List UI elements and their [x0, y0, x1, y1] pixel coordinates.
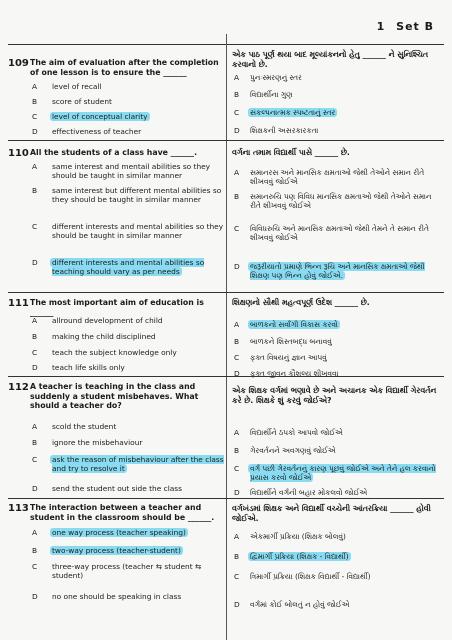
- option-text: allround development of child: [52, 316, 163, 325]
- page-header: [371, 20, 434, 33]
- option-label: B: [32, 332, 38, 341]
- option-label: C: [32, 455, 38, 464]
- option-text: one way process (teacher speaking): [52, 528, 186, 537]
- option-label: D: [32, 592, 38, 601]
- option-text: બાળકને શિસ્તબદ્ધ બનાવવું: [250, 337, 332, 346]
- option-text: teach the subject knowledge only: [52, 348, 177, 357]
- option-label: C: [234, 464, 240, 473]
- option-text: સમાનરુચિ પણ વિવિધ માનસિક ક્ષમતાઓ જેથી તેઓને સમાન રીતે શીખવવું જોઈએ: [250, 192, 432, 211]
- option-label: B: [234, 90, 240, 99]
- option-label: B: [32, 438, 38, 447]
- option-text: score of student: [52, 97, 112, 106]
- option-text: વિદ્યાર્થીને ઠપકો આપવો જોઈએ: [250, 428, 343, 437]
- option-text: different interests and mental abilities so teaching should vary as per needs: [52, 258, 205, 277]
- option-label: C: [32, 348, 38, 357]
- option-text: making the child disciplined: [52, 332, 156, 341]
- option-label: C: [32, 222, 38, 231]
- option-text: જરૂરીયાતો પ્રમાણે ભિન્ન રૂચિ અને માનસિક ક્ષમતાઓ જેથી શિક્ષણ પણ ભિન્ન હોવું જોઈએ.: [250, 262, 425, 281]
- option-label: A: [32, 82, 38, 91]
- option-label: D: [32, 127, 38, 136]
- option-label: B: [32, 97, 38, 106]
- question-text: A teacher is teaching in the class and suddenly a student misbehaves. What should a teacher do?: [30, 382, 199, 411]
- option-label: C: [234, 353, 240, 362]
- option-label: A: [234, 168, 240, 177]
- option-label: D: [234, 262, 240, 271]
- option-label: A: [32, 316, 38, 325]
- option-text: level of recall: [52, 82, 102, 91]
- option-text: વર્ગમાં કોઈ બોલતું ન હોવું જોઈએ: [250, 600, 350, 609]
- option-text: same interest and mentail abilities so they should be taught in similar manner: [52, 162, 211, 181]
- page-number: 1: [376, 20, 386, 33]
- option-text: સમાનરસ અને માનસિક ક્ષમતાઓ જેથી તેઓને સમાન રીતે શીખવવું જોઈએ: [250, 168, 425, 187]
- option-label: B: [234, 552, 240, 561]
- option-label: D: [32, 258, 38, 267]
- option-label: B: [32, 546, 38, 555]
- option-text: દ્વિમાર્ગી પ્રક્રિયા (શિક્ષક - વિદ્યાર્થી): [250, 552, 349, 561]
- question-number: 112: [8, 382, 29, 393]
- gujarati-question-text: એક શિક્ષક વર્ગમાં ભણાવે છે અને અચાનક એક વિદ્યાર્થી ગેરવર્તન કરે છે. શિક્ષકે શું કરવું જોઈએ?: [232, 386, 437, 405]
- option-text: ફક્ત જીવન કૌશલ્ય શીખવવા: [250, 369, 339, 378]
- question-text: The interaction between a teacher and student in the classroom should be ______.: [30, 503, 215, 522]
- option-label: D: [32, 484, 38, 493]
- option-label: B: [234, 192, 240, 201]
- option-label: A: [32, 422, 38, 431]
- option-text: teach life skills only: [52, 363, 125, 372]
- option-text: બાળકનો સર્વાંગી વિકાસ કરવો: [250, 320, 338, 329]
- question-text: The most important aim of education is ______: [30, 298, 204, 317]
- gujarati-question-text: વર્ગના તમામ વિદ્યાર્થી પાસે ______ છે.: [232, 148, 350, 157]
- gujarati-question-text: વર્ગખંડમાં શિક્ષક અને વિદ્યાર્થી વચ્ચેની આંતરક્રિયા ______ હોવી જોઈએ.: [232, 504, 431, 523]
- divider: [8, 140, 444, 141]
- option-label: B: [234, 446, 240, 455]
- option-text: વિદ્યાર્થીને વર્ગની બહાર મોકલવો જોઈએ: [250, 488, 368, 497]
- option-text: ignore the misbehaviour: [52, 438, 143, 447]
- option-label: D: [234, 126, 240, 135]
- option-label: D: [234, 369, 240, 378]
- option-text: no one should be speaking in class: [52, 592, 182, 601]
- option-text: level of conceptual clarity: [52, 112, 148, 121]
- divider: [8, 498, 444, 499]
- option-label: A: [32, 528, 38, 537]
- option-text: પુનઃસ્મરણનું સ્તર: [250, 73, 302, 82]
- option-text: different interests and mental abilities so they should be taught in similar manner: [52, 222, 224, 241]
- option-text: વિવિધરુચિ અને માનસિક ક્ષમતાઓ જેથી તેમને તે સમાન રીતે શીખવવું જોઈએ: [250, 224, 429, 243]
- option-label: D: [234, 600, 240, 609]
- option-text: three-way process (teacher ⇆ student ⇆ student): [52, 562, 202, 581]
- option-label: C: [234, 572, 240, 581]
- option-label: C: [234, 108, 240, 117]
- option-label: A: [234, 428, 240, 437]
- option-label: A: [234, 320, 240, 329]
- question-number: 113: [8, 503, 29, 514]
- option-text: ત્રિમાર્ગી પ્રક્રિયા (શિક્ષક વિદ્યાર્થી - વિદ્યાર્થી): [250, 572, 371, 581]
- gujarati-question-text: એક પાઠ પૂર્ણ થયા બાદ મૂલ્યાંકનનો હેતુ ______ ને સુનિશ્ચિત કરવાનો છે.: [232, 50, 429, 69]
- option-label: A: [32, 162, 38, 171]
- question-text: All the students of a class have ______.: [30, 148, 198, 157]
- option-text: વર્ગ પછી ગેરવર્તનનું કારણ પૂછવું જોઈએ અને તેને હલ કરવાનો પ્રયાસ કરવો જોઈએ: [250, 464, 436, 483]
- question-number: 109: [8, 58, 29, 69]
- option-label: C: [32, 112, 38, 121]
- option-label: D: [32, 363, 38, 372]
- option-label: C: [32, 562, 38, 571]
- divider: [8, 292, 444, 293]
- question-text: The aim of evaluation after the completion of one lesson is to ensure the ______: [30, 58, 219, 77]
- option-text: એકમાર્ગી પ્રક્રિયા (શિક્ષક બોલવું): [250, 532, 346, 541]
- option-text: શિક્ષકની અસરકારકતા: [250, 126, 319, 135]
- option-text: સંકલ્પનાત્મક સ્પષ્ટતાનું સ્તર: [250, 108, 336, 117]
- option-label: B: [234, 337, 240, 346]
- option-label: C: [234, 224, 240, 233]
- option-text: two-way process (teacher-student): [52, 546, 181, 555]
- option-text: send the student out side the class: [52, 484, 182, 493]
- option-text: વિદ્યાર્થીના ગુણ: [250, 90, 293, 99]
- option-label: A: [234, 532, 240, 541]
- option-text: scold the student: [52, 422, 117, 431]
- option-label: D: [234, 488, 240, 497]
- option-text: same interest but different mental abilities so they should be taught in similar manner: [52, 186, 222, 205]
- option-text: ગેરવર્તનને અવગણવું જોઈએ: [250, 446, 336, 455]
- gujarati-question-text: શિક્ષણનો સૌથી મહત્વપૂર્ણ ઉદેશ ______ છે.: [232, 298, 370, 307]
- divider: [8, 376, 444, 377]
- set-label: Set B: [396, 20, 434, 33]
- question-number: 111: [8, 298, 29, 309]
- option-label: A: [234, 73, 240, 82]
- option-label: B: [32, 186, 38, 195]
- question-number: 110: [8, 148, 29, 159]
- option-text: ask the reason of misbehaviour after the class and try to resolve it: [52, 455, 224, 474]
- option-text: effectiveness of teacher: [52, 127, 142, 136]
- option-text: ફક્ત વિષયનું જ્ઞાન આપવું: [250, 353, 327, 362]
